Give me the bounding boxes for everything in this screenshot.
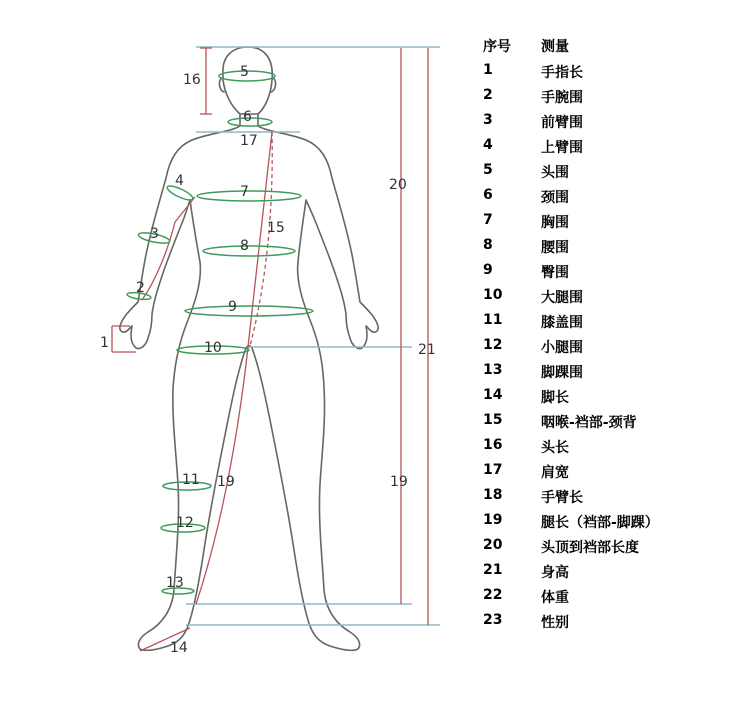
label-4: 4 bbox=[175, 173, 184, 189]
legend-number: 15 bbox=[483, 412, 503, 428]
legend-measure-name: 大腿围 bbox=[541, 290, 583, 306]
legend-measure-name: 小腿围 bbox=[541, 340, 583, 356]
legend-measure-name: 上臂围 bbox=[541, 140, 583, 156]
label-9: 9 bbox=[228, 299, 237, 315]
legend-number: 16 bbox=[483, 437, 503, 453]
label-10: 10 bbox=[204, 340, 222, 356]
legend-number: 10 bbox=[483, 287, 503, 303]
legend-number: 23 bbox=[483, 612, 503, 628]
label-7: 7 bbox=[240, 184, 249, 200]
label-12: 12 bbox=[176, 515, 194, 531]
legend-number: 8 bbox=[483, 237, 493, 253]
label-5: 5 bbox=[240, 64, 249, 80]
legend-measure-name: 腰围 bbox=[541, 240, 569, 256]
legend-measure-name: 咽喉-裆部-颈背 bbox=[541, 415, 637, 431]
girth-waist bbox=[203, 246, 295, 256]
legend-number: 18 bbox=[483, 487, 503, 503]
label-8: 8 bbox=[240, 238, 249, 254]
legend-measure-name: 肩宽 bbox=[541, 465, 569, 481]
length-lines bbox=[112, 48, 428, 651]
label-15: 15 bbox=[267, 220, 285, 236]
label-16: 16 bbox=[183, 72, 201, 88]
legend-number: 3 bbox=[483, 112, 493, 128]
legend-number: 19 bbox=[483, 512, 503, 528]
legend-number: 11 bbox=[483, 312, 503, 328]
legend-measure-name: 臀围 bbox=[541, 265, 569, 281]
right-side-outline bbox=[252, 114, 378, 650]
left-side-outline bbox=[120, 114, 246, 650]
legend-number: 17 bbox=[483, 462, 503, 478]
legend-number: 9 bbox=[483, 262, 493, 278]
legend-header-number: 序号 bbox=[483, 39, 511, 55]
legend-measure-name: 手指长 bbox=[541, 65, 583, 81]
legend-measure-name: 膝盖围 bbox=[541, 315, 583, 331]
label-14: 14 bbox=[170, 640, 188, 656]
label-1: 1 bbox=[100, 335, 109, 351]
legend-number: 6 bbox=[483, 187, 493, 203]
legend-measure-name: 身高 bbox=[541, 565, 569, 581]
label-6: 6 bbox=[243, 109, 252, 125]
label-11: 11 bbox=[182, 472, 200, 488]
label-3: 3 bbox=[150, 226, 159, 242]
legend-number: 5 bbox=[483, 162, 493, 178]
label-19-right: 19 bbox=[390, 474, 408, 490]
legend-number: 14 bbox=[483, 387, 503, 403]
label-13: 13 bbox=[166, 575, 184, 591]
girth-hip bbox=[185, 306, 313, 316]
legend-measure-name: 腿长（裆部-脚踝） bbox=[541, 515, 659, 531]
legend-measure-name: 颈围 bbox=[541, 190, 569, 206]
figure-labels bbox=[100, 64, 436, 656]
legend-measure-name: 脚长 bbox=[541, 390, 569, 406]
legend-measure-name: 手腕围 bbox=[541, 90, 583, 106]
legend-number: 7 bbox=[483, 212, 493, 228]
legend-measure-name: 头围 bbox=[541, 165, 569, 181]
legend-measure-name: 体重 bbox=[541, 590, 569, 606]
guide-lines bbox=[186, 47, 440, 625]
label-17: 17 bbox=[240, 133, 258, 149]
label-19-left: 19 bbox=[217, 474, 235, 490]
legend-measure-name: 手臂长 bbox=[541, 490, 583, 506]
legend-number: 21 bbox=[483, 562, 503, 578]
legend-number: 4 bbox=[483, 137, 493, 153]
legend-measure-name: 胸围 bbox=[541, 215, 569, 231]
girth-chest bbox=[197, 191, 301, 201]
legend-number: 13 bbox=[483, 362, 503, 378]
legend-measure-name: 脚踝围 bbox=[541, 365, 583, 381]
legend-measure-name: 性别 bbox=[541, 615, 569, 631]
legend-measure-name: 头长 bbox=[541, 440, 569, 456]
label-2: 2 bbox=[136, 280, 145, 296]
label-21: 21 bbox=[418, 342, 436, 358]
legend-number: 22 bbox=[483, 587, 503, 603]
legend-number: 1 bbox=[483, 62, 493, 78]
label-20: 20 bbox=[389, 177, 407, 193]
legend-measure-name: 头顶到裆部长度 bbox=[541, 540, 639, 556]
legend-number: 2 bbox=[483, 87, 493, 103]
legend-header-measure: 测量 bbox=[541, 39, 569, 55]
legend-number: 20 bbox=[483, 537, 503, 553]
legend-measure-name: 前臂围 bbox=[541, 115, 583, 131]
legend-number: 12 bbox=[483, 337, 503, 353]
